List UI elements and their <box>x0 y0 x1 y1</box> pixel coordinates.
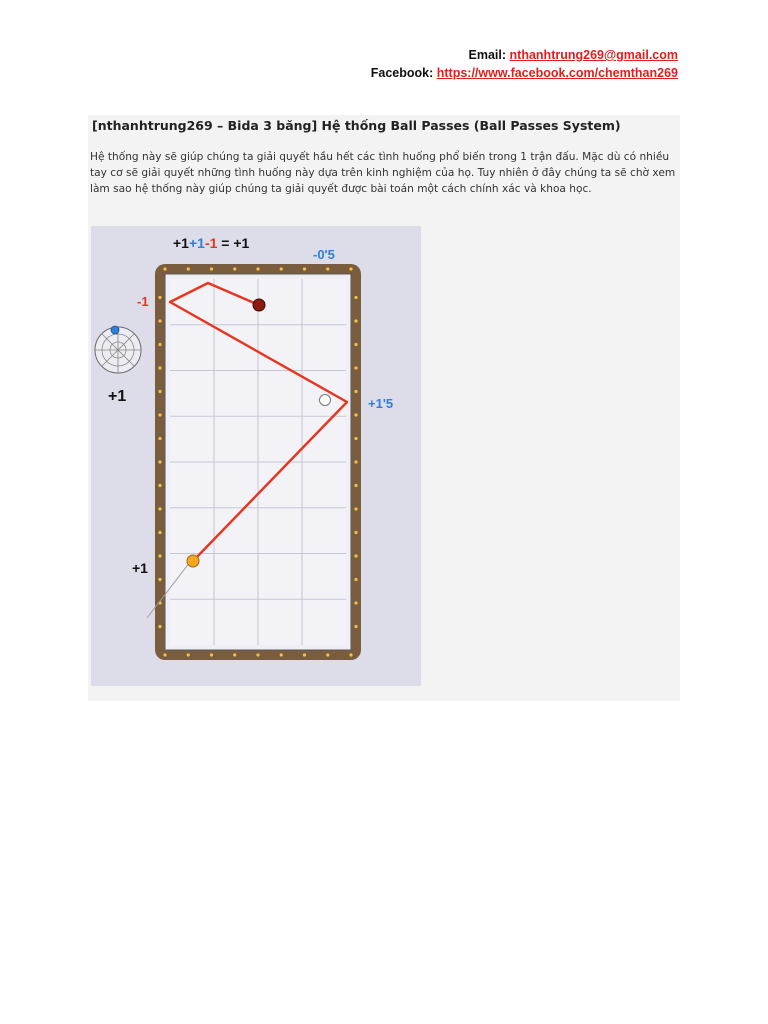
rail-diamond <box>210 653 213 656</box>
rail-diamond <box>280 653 283 656</box>
rail-diamond <box>354 390 357 393</box>
rail-diamond <box>158 343 161 346</box>
label-spin: +1 <box>108 388 127 405</box>
red-ball <box>253 299 265 311</box>
rail-diamond <box>158 319 161 322</box>
facebook-label: Facebook: <box>370 66 434 80</box>
rail-diamond <box>158 507 161 510</box>
rail-diamond <box>158 437 161 440</box>
rail-diamond <box>163 653 166 656</box>
rail-diamond <box>354 578 357 581</box>
rail-diamond <box>210 267 213 270</box>
email-link[interactable]: nthanhtrung269@gmail.com <box>509 48 678 62</box>
facebook-link[interactable]: https://www.facebook.com/chemthan269 <box>436 66 678 80</box>
rail-diamond <box>354 413 357 416</box>
rail-diamond <box>158 625 161 628</box>
rail-diamond <box>354 601 357 604</box>
rail-diamond <box>349 267 352 270</box>
rail-diamond <box>280 267 283 270</box>
rail-diamond <box>158 578 161 581</box>
rail-diamond <box>233 267 236 270</box>
rail-diamond <box>354 507 357 510</box>
rail-diamond <box>158 366 161 369</box>
spin-dot <box>111 326 119 334</box>
rail-diamond <box>354 554 357 557</box>
facebook-line <box>371 64 678 82</box>
rail-diamond <box>233 653 236 656</box>
rail-diamond <box>326 267 329 270</box>
cue-ball <box>187 555 199 567</box>
formula <box>173 235 250 251</box>
rail-diamond <box>158 460 161 463</box>
rail-diamond <box>354 437 357 440</box>
formula-part-2: +1 <box>188 235 205 251</box>
article-block <box>88 115 680 701</box>
rail-diamond <box>354 460 357 463</box>
rail-diamond <box>354 531 357 534</box>
rail-diamond <box>158 390 161 393</box>
rail-diamond <box>163 267 166 270</box>
label-side-right: +1'5 <box>368 396 394 411</box>
rail-diamond <box>187 267 190 270</box>
rail-diamond <box>158 413 161 416</box>
contact-info <box>371 46 678 82</box>
formula-part-3: -1 <box>204 235 218 251</box>
email-label: Email: <box>468 48 507 62</box>
white-ball <box>320 395 331 406</box>
formula-part-4: = +1 <box>217 235 250 251</box>
rail-diamond <box>303 267 306 270</box>
rail-diamond <box>349 653 352 656</box>
rail-diamond <box>354 296 357 299</box>
rail-diamond <box>354 625 357 628</box>
rail-diamond <box>158 554 161 557</box>
label-left-top: -1 <box>137 294 149 309</box>
rail-diamond <box>256 267 259 270</box>
billiards-diagram <box>91 226 421 686</box>
rail-diamond <box>158 296 161 299</box>
article-body: Hệ thống này sẽ giúp chúng ta giải quyết hầu hết các tình huống phổ biến trong 1 trận đấu. Mặc dù có nhiều tay cơ sẽ giải quyết những tình huống này dựa trên kinh nghiệm của họ. Tuy nhiên ở đây chúng ta sẽ chờ xem làm sao hệ thống này giúp chúng ta giải quyết được bài toán một cách chính xác và khoa học. <box>90 151 676 195</box>
rail-diamond <box>158 484 161 487</box>
label-top-right: -0'5 <box>313 247 335 262</box>
rail-diamond <box>303 653 306 656</box>
rail-diamond <box>354 484 357 487</box>
article-title: [nthanhtrung269 – Bida 3 băng] Hệ thống Ball Passes (Ball Passes System) <box>92 118 621 133</box>
rail-diamond <box>256 653 259 656</box>
rail-diamond <box>326 653 329 656</box>
spin-indicator <box>95 326 141 373</box>
rail-diamond <box>158 531 161 534</box>
rail-diamond <box>187 653 190 656</box>
email-line <box>371 46 678 64</box>
formula-part-1: +1 <box>173 235 189 251</box>
rail-diamond <box>354 319 357 322</box>
label-start: +1 <box>132 560 148 576</box>
rail-diamond <box>354 366 357 369</box>
rail-diamond <box>354 343 357 346</box>
